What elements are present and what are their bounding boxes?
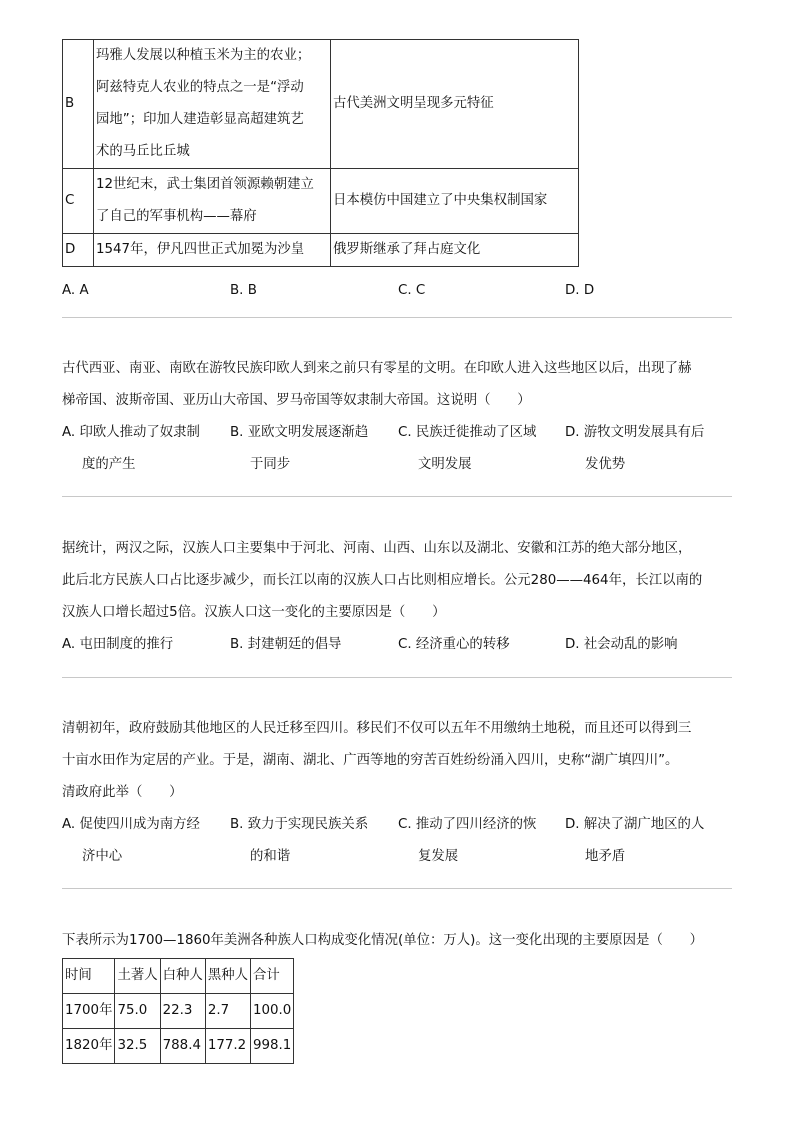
event-cell — [94, 40, 331, 169]
option-cell: C — [63, 169, 94, 234]
table-cell: 1820年 — [63, 1029, 115, 1064]
q3-choices — [62, 629, 734, 661]
stem-line: 汉族人口增长超过5倍。汉族人口这一变化的主要原因是（ ） — [62, 605, 446, 620]
stem-line: 清政府此举（ ） — [62, 785, 183, 800]
event-line: 了自己的军事机构——幕府 — [96, 209, 257, 224]
conclusion-cell: 日本模仿中国建立了中央集权制国家 — [331, 169, 579, 234]
event-line: 1547年，伊凡四世正式加冕为沙皇 — [96, 242, 305, 257]
choice-c[interactable]: C. 经济重心的转移 — [398, 637, 510, 652]
table-cell: 32.5 — [115, 1029, 160, 1064]
table-cell: 75.0 — [115, 994, 160, 1029]
event-cell — [94, 169, 331, 234]
option-cell: B — [63, 40, 94, 169]
q4-stem — [62, 713, 734, 809]
q4-choices — [62, 809, 734, 873]
event-line: 12世纪末，武士集团首领源赖朝建立 — [96, 177, 314, 192]
divider — [62, 677, 732, 678]
table-row — [63, 40, 579, 169]
table-cell: 2.7 — [205, 994, 250, 1029]
option-cell: D — [63, 234, 94, 267]
table-cell: 788.4 — [160, 1029, 205, 1064]
choice-b[interactable]: B. 封建朝廷的倡导 — [230, 637, 342, 652]
choice-d[interactable]: D. 社会动乱的影响 — [565, 637, 678, 652]
choice-c[interactable]: C. 推动了四川经济的恢 复发展 — [398, 817, 537, 864]
choice-c[interactable]: C. 民族迁徙推动了区域 文明发展 — [398, 425, 537, 472]
stem-line: 十亩水田作为定居的产业。于是，湖南、湖北、广西等地的穷苦百姓纷纷涌入四川，史称“湖广填四川”。 — [62, 753, 679, 768]
event-line: 玛雅人发展以种植玉米为主的农业； — [96, 48, 311, 63]
header-cell: 合计 — [250, 959, 293, 994]
choice-d[interactable]: D. 游牧文明发展具有后 发优势 — [565, 425, 705, 472]
stem-line: 据统计，两汉之际，汉族人口主要集中于河北、河南、山西、山东以及湖北、安徽和江苏的绝大部分地区， — [62, 541, 692, 556]
population-table — [62, 958, 294, 1064]
header-cell: 黑种人 — [205, 959, 250, 994]
choice-d[interactable]: D. 解决了湖广地区的人 地矛盾 — [565, 817, 705, 864]
choice-a[interactable]: A. 印欧人推动了奴隶制 度的产生 — [62, 425, 200, 472]
choice-a[interactable]: A. 屯田制度的推行 — [62, 637, 174, 652]
divider — [62, 317, 732, 318]
table-header-row — [63, 959, 294, 994]
choice-d[interactable]: D. D — [565, 283, 595, 298]
events-table — [62, 39, 579, 267]
table-row — [63, 994, 294, 1029]
choice-a[interactable]: A. 促使四川成为南方经 济中心 — [62, 817, 200, 864]
table-cell: 998.1 — [250, 1029, 293, 1064]
divider — [62, 496, 732, 497]
conclusion-cell: 古代美洲文明呈现多元特征 — [331, 40, 579, 169]
conclusion-cell: 俄罗斯继承了拜占庭文化 — [331, 234, 579, 267]
choice-b[interactable]: B. B — [230, 283, 257, 298]
stem-line: 此后北方民族人口占比逐步减少，而长江以南的汉族人口占比则相应增长。公元280——464年，长江以南的 — [62, 573, 703, 588]
header-cell: 白种人 — [160, 959, 205, 994]
choice-c[interactable]: C. C — [398, 283, 426, 298]
stem-line: 梯帝国、波斯帝国、亚历山大帝国、罗马帝国等奴隶制大帝国。这说明（ ） — [62, 393, 531, 408]
q1-choices — [62, 280, 732, 302]
q5-stem: 下表所示为1700—1860年美洲各种族人口构成变化情况(单位：万人)。这一变化出现的主要原因是（ ） — [62, 933, 704, 948]
event-line: 园地”；印加人建造彰显高超建筑艺 — [96, 112, 304, 127]
table-row — [63, 234, 579, 267]
table-cell: 177.2 — [205, 1029, 250, 1064]
stem-line: 清朝初年，政府鼓励其他地区的人民迁移至四川。移民们不仅可以五年不用缴纳土地税，而且还可以得到三 — [62, 721, 692, 736]
event-line: 阿兹特克人农业的特点之一是“浮动 — [96, 80, 304, 95]
table-row — [63, 1029, 294, 1064]
event-line: 术的马丘比丘城 — [96, 144, 190, 159]
choice-b[interactable]: B. 亚欧文明发展逐渐趋 于同步 — [230, 425, 369, 472]
stem-line: 古代西亚、南亚、南欧在游牧民族印欧人到来之前只有零星的文明。在印欧人进入这些地区以后，出现了赫 — [62, 361, 692, 376]
table-cell: 1700年 — [63, 994, 115, 1029]
event-cell — [94, 234, 331, 267]
choice-a[interactable]: A. A — [62, 283, 89, 298]
divider — [62, 888, 732, 889]
header-cell: 土著人 — [115, 959, 160, 994]
table-row — [63, 169, 579, 234]
q2-choices — [62, 417, 734, 481]
header-cell: 时间 — [63, 959, 115, 994]
table-cell: 100.0 — [250, 994, 293, 1029]
q2-stem — [62, 353, 734, 417]
q3-stem — [62, 533, 734, 629]
table-cell: 22.3 — [160, 994, 205, 1029]
choice-b[interactable]: B. 致力于实现民族关系 的和谐 — [230, 817, 369, 864]
